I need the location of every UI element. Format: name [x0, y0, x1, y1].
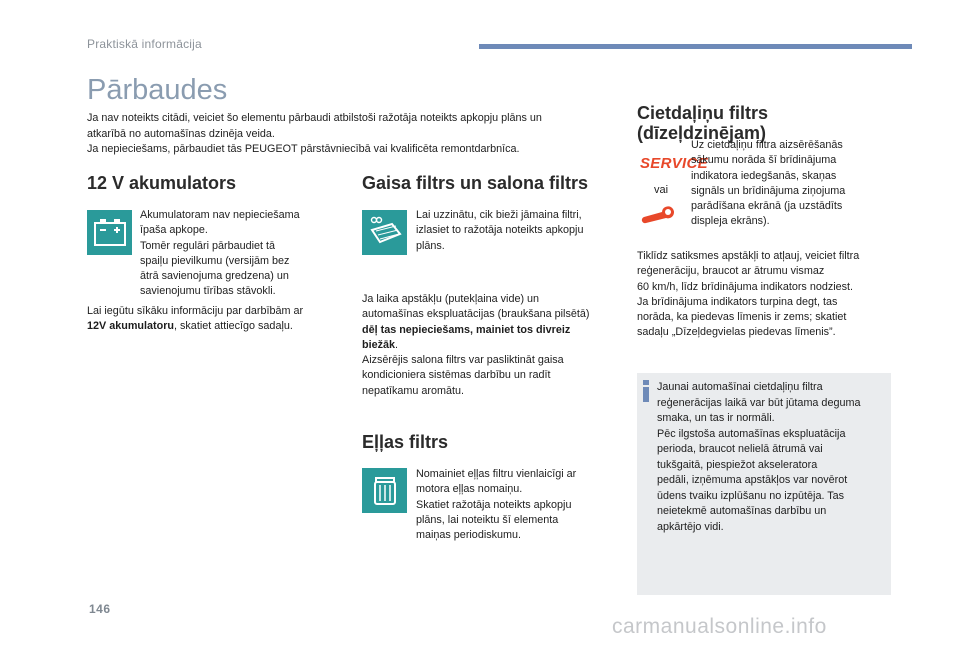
- air-filter-icon: [362, 210, 407, 255]
- text-line: smaka, un tas ir normāli.: [657, 412, 775, 424]
- text-fragment: , skatiet attiecīgo sadaļu.: [174, 320, 293, 333]
- page-title: Pārbaudes: [87, 74, 228, 106]
- air-filter-heading: Gaisa filtrs un salona filtrs: [362, 173, 589, 193]
- text-line: apkārtējo vidi.: [657, 520, 724, 533]
- intro-line: atkarībā no automašīnas dzinēja veida.: [87, 127, 275, 140]
- text-fragment: biežāk: [362, 338, 396, 351]
- intro-text: [87, 111, 607, 158]
- text-line: savienojumu tīrības stāvokli.: [140, 285, 276, 298]
- intro-line: Ja nepieciešams, pārbaudiet tās PEUGEOT pārstāvniecībā vai kvalificēta remontdarbnīca.: [87, 143, 520, 155]
- text-line: Jaunai automašīnai cietdaļiņu filtra: [657, 381, 823, 393]
- text-line: sākumu norāda šī brīdinājuma: [691, 154, 837, 167]
- text-line: automašīnas ekspluatācijas (braukšana pilsētā): [362, 308, 590, 321]
- text-line: ūdens tvaiku izplūšanu no izpūtēja. Tas: [657, 489, 845, 502]
- text-line: Tomēr regulāri pārbaudiet tā: [140, 239, 276, 252]
- text-line: indikatora iedegšanās, skaņas: [691, 169, 837, 182]
- text-line: dēļ tas nepieciešams, mainiet tos divreiz: [362, 323, 571, 336]
- text-line: izlasiet to ražotāja noteikts apkopju: [416, 224, 584, 237]
- intro-line: Ja nav noteikts citādi, veiciet šo elementu pārbaudi atbilstoši ražotāja noteikts apkopju plāns un: [87, 112, 542, 124]
- text-line: īpaša apkope.: [140, 224, 208, 237]
- text-line: Uz cietdaļiņu filtra aizsērēšanās: [691, 139, 843, 151]
- wrench-icon: [640, 202, 676, 231]
- info-note-text: [657, 380, 885, 535]
- heading-line: (dīzeļdzinējam): [637, 123, 767, 143]
- or-label: vai: [654, 184, 669, 196]
- battery-heading: 12 V akumulators: [87, 173, 237, 193]
- text-line: tukšgaitā, piespiežot akseleratora: [657, 458, 818, 471]
- text-line: signāls un brīdinājuma ziņojuma: [691, 184, 846, 197]
- text-line: maiņas periodiskumu.: [416, 529, 522, 542]
- text-line: Pēc ilgstoša automašīnas ekspluatācija: [657, 427, 846, 440]
- text-line: Lai uzzinātu, cik bieži jāmaina filtri,: [416, 209, 582, 221]
- text-line: Akumulatoram nav nepieciešama: [140, 209, 300, 221]
- text-line: Aizsērējis salona filtrs var pasliktināt gaisa: [362, 354, 564, 367]
- text-line: Nomainiet eļļas filtru vienlaicīgi ar: [416, 468, 577, 480]
- text-line: motora eļļas nomaiņu.: [416, 483, 523, 496]
- text-line: [362, 338, 624, 353]
- particle-filter-text: [691, 138, 891, 230]
- text-fragment: .: [395, 338, 399, 351]
- text-line: 60 km/h, līdz brīdinājuma indikators nodziest.: [637, 280, 854, 293]
- battery-more-info: [87, 304, 352, 335]
- battery-text: [140, 208, 340, 300]
- text-line: spaiļu pievilkumu (versijām bez: [140, 254, 290, 267]
- service-warning-icon: SERVICE: [640, 155, 708, 172]
- header-accent-bar: [479, 44, 912, 49]
- text-line: Ja brīdinājuma indikators turpina degt, tas: [637, 295, 838, 308]
- air-filter-text: [416, 208, 616, 254]
- text-line: Tiklīdz satiksmes apstākļi to atļauj, veiciet filtra: [637, 250, 860, 262]
- heading-line: Cietdaļiņu filtrs: [637, 103, 769, 123]
- text-line: Lai iegūtu sīkāku informāciju par darbībām ar: [87, 305, 304, 317]
- text-line: displeja ekrāns).: [691, 215, 770, 228]
- text-line: reģenerāciju, braucot ar ātrumu vismaz: [637, 265, 825, 278]
- section-header: Praktiskā informācija: [87, 37, 202, 51]
- text-line: nepatīkamu aromātu.: [362, 384, 465, 397]
- page-number: 146: [89, 602, 111, 616]
- battery-link-text: 12V akumulatoru: [87, 320, 175, 333]
- text-line: kondicioniera sistēmas darbību un radīt: [362, 369, 551, 382]
- text-line: ātrā savienojuma gredzena) un: [140, 270, 289, 283]
- text-line: norāda, ka piedevas līmenis ir zems; skatiet: [637, 311, 847, 324]
- text-line: Ja laika apstākļu (putekļaina vide) un: [362, 293, 540, 305]
- particle-filter-paragraph: [637, 249, 899, 341]
- particle-filter-heading: [637, 103, 897, 143]
- text-line: sadaļu „Dīzeļdegvielas piedevas līmenis”.: [637, 326, 836, 339]
- watermark: carmanualsonline.info: [612, 615, 827, 638]
- text-line: pedāli, izņēmuma apstākļos var novērot: [657, 474, 848, 486]
- oil-filter-text: [416, 467, 621, 543]
- text-line: parādīšana ekrānā (ja uzstādīts: [691, 200, 843, 213]
- text-line: plāns, lai noteiktu šī elementa: [416, 513, 559, 526]
- text-line: Skatiet ražotāja noteikts apkopju: [416, 498, 572, 511]
- text-line: [87, 319, 352, 334]
- oil-filter-heading: Eļļas filtrs: [362, 432, 449, 452]
- air-filter-paragraph: [362, 292, 624, 399]
- text-line: plāns.: [416, 239, 445, 252]
- text-line: neietekmē automašīnas darbību un: [657, 505, 827, 517]
- info-icon: [643, 380, 649, 402]
- text-line: perioda, braucot nelielā ātrumā vai: [657, 443, 823, 455]
- oil-filter-icon: [362, 468, 407, 513]
- battery-icon: [87, 210, 132, 255]
- text-line: reģenerācijas laikā var būt jūtama deguma: [657, 396, 861, 409]
